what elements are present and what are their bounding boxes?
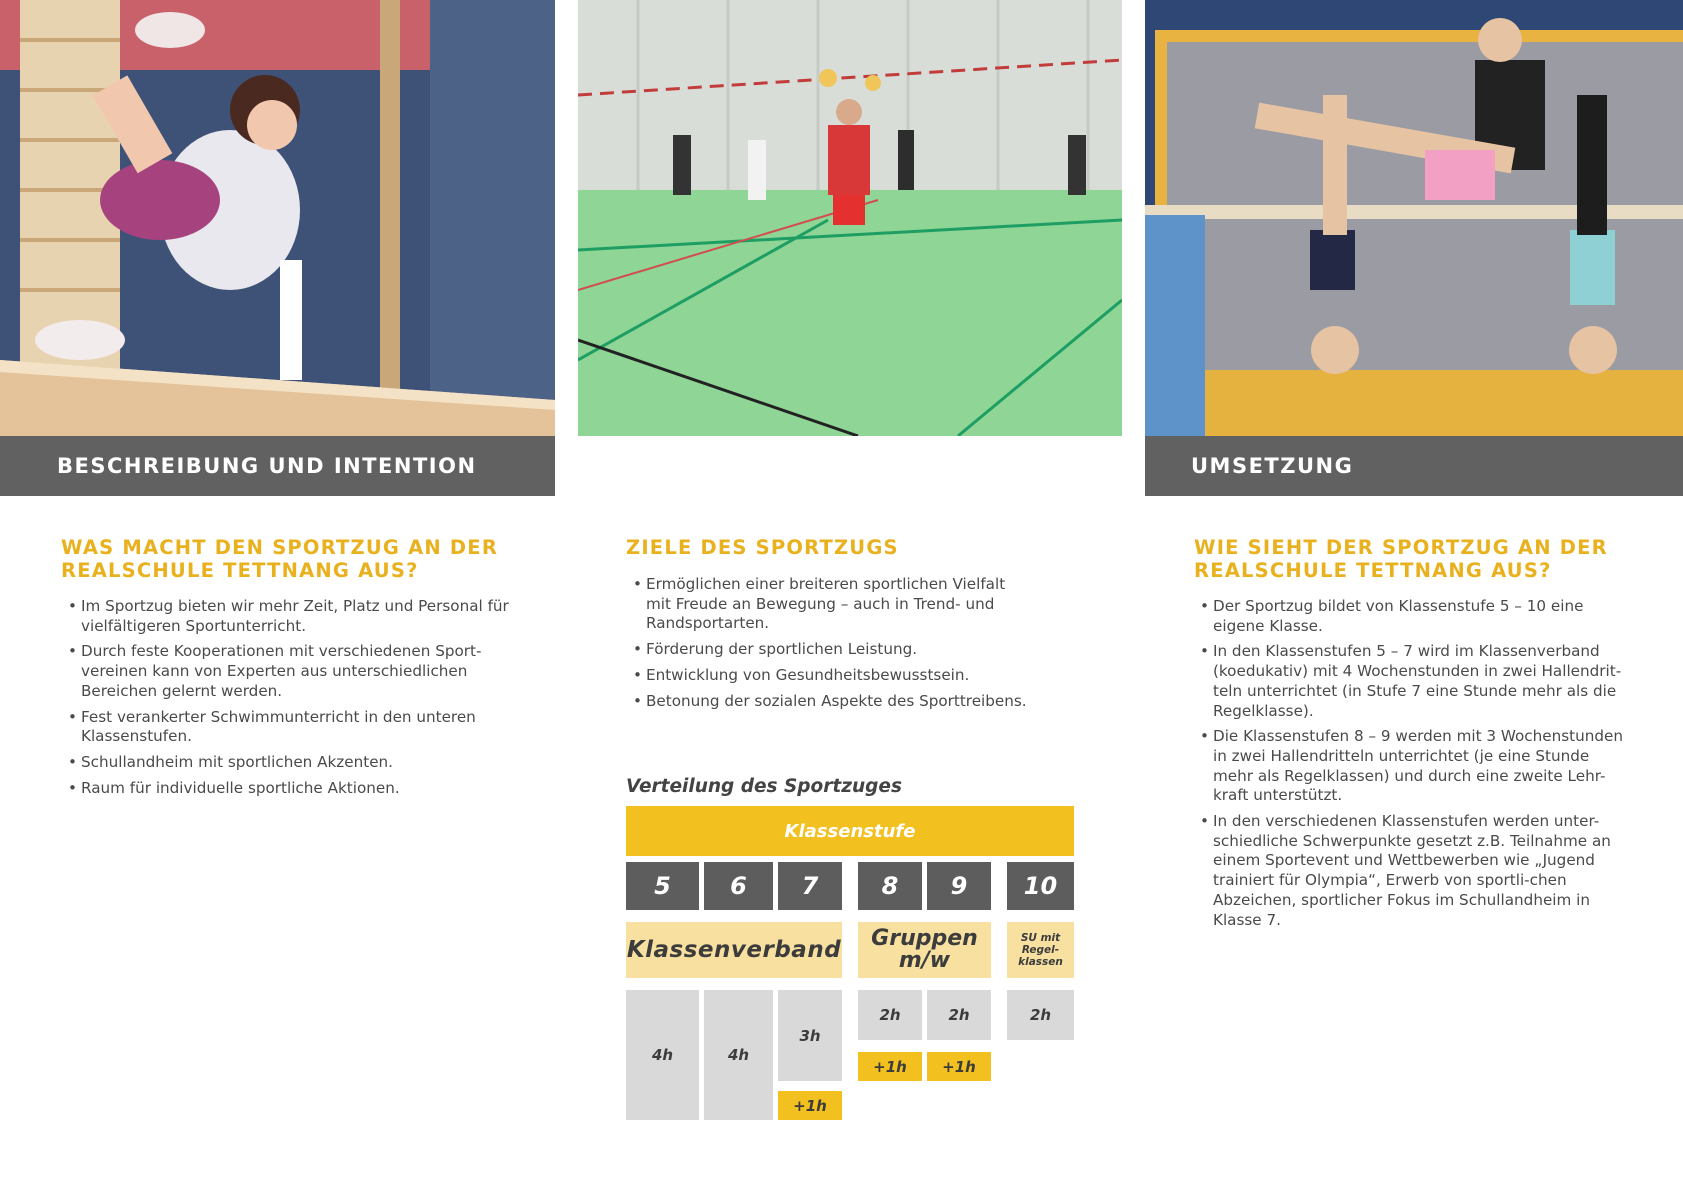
list-item: • In den Klassenstufen 5 – 7 wird im Klassenverband (koedukativ) mit 4 Wochenstunden in zwei Hallendrit-teln unterrichtet (in Stufe 7 eine Stunde mehr als die Regelklasse).	[1200, 642, 1630, 721]
band-right	[1145, 436, 1683, 496]
hours-grade-10: 2h	[1007, 990, 1074, 1040]
list-item: • Ermöglichen einer breiteren sportlichen Vielfalt mit Freude an Bewegung – auch in Trend- und Randsportarten.	[633, 575, 1028, 634]
band-left	[0, 436, 555, 496]
extra-hour-grade-7: +1h	[778, 1091, 842, 1120]
list-item: • Förderung der sportlichen Leistung.	[633, 640, 1028, 660]
group-su-line1: SU mit	[1020, 932, 1061, 944]
group-su-regelklassen	[1007, 922, 1074, 978]
list-item: • Betonung der sozialen Aspekte des Sporttreibens.	[633, 692, 1028, 712]
heading-middle: ZIELE DES SPORTZUGS	[626, 536, 899, 559]
group-klassenverband: Klassenverband	[626, 922, 842, 978]
grade-8: 8	[858, 862, 922, 910]
group-gruppen-mw	[858, 922, 991, 978]
grade-5: 5	[626, 862, 699, 910]
heading-left: WAS MACHT DEN SPORTZUG AN DER REALSCHULE TETTNANG AUS?	[61, 536, 499, 582]
band-title-umsetzung: UMSETZUNG	[1191, 454, 1354, 478]
grade-10: 10	[1007, 862, 1074, 910]
bullet-list-middle	[633, 575, 1028, 717]
list-item: • Durch feste Kooperationen mit verschiedenen Sport-vereinen kann von Experten aus unterschiedlichen Bereichen gelernt werden.	[68, 642, 523, 701]
list-item: • Raum für individuelle sportliche Aktionen.	[68, 779, 523, 799]
grade-9: 9	[927, 862, 991, 910]
list-item: • Der Sportzug bildet von Klassenstufe 5 – 10 eine eigene Klasse.	[1200, 597, 1630, 636]
group-gruppen-line2: m/w	[898, 948, 951, 973]
extra-hour-grade-8: +1h	[858, 1052, 922, 1081]
hours-grade-8: 2h	[858, 990, 922, 1040]
hours-grade-9: 2h	[927, 990, 991, 1040]
band-title-beschreibung: BESCHREIBUNG UND INTENTION	[57, 454, 477, 478]
bullet-list-right	[1200, 597, 1630, 936]
grade-6: 6	[704, 862, 773, 910]
heading-right: WIE SIEHT DER SPORTZUG AN DER REALSCHULE TETTNANG AUS?	[1194, 536, 1608, 582]
photo-parallel-bars	[1145, 0, 1683, 436]
photo-balance-beam-girl	[0, 0, 555, 436]
table-title: Verteilung des Sportzuges	[626, 776, 902, 797]
hours-grade-6: 4h	[704, 990, 773, 1120]
list-item: • Entwicklung von Gesundheitsbewusstsein.	[633, 666, 1028, 686]
hours-grade-7: 3h	[778, 990, 842, 1081]
group-gruppen-line1: Gruppen	[871, 926, 978, 951]
group-su-line3: klassen	[1018, 956, 1063, 968]
extra-hour-grade-9: +1h	[927, 1052, 991, 1081]
table-header-klassenstufe: Klassenstufe	[626, 806, 1074, 856]
list-item: • Schullandheim mit sportlichen Akzenten.	[68, 753, 523, 773]
list-item: • Fest verankerter Schwimmunterricht in den unteren Klassenstufen.	[68, 708, 523, 747]
group-su-line2: Regel-	[1021, 944, 1060, 956]
list-item: • In den verschiedenen Klassenstufen werden unter-schiedliche Schwerpunkte gesetzt z.B. Teilnahme an einem Sportevent und Wettbewerben wie „Jugend trainiert für Olympia“, Erwerb von sportli-chen Abzeichen, sportlicher Fokus im Schullandheim in Klasse 7.	[1200, 812, 1630, 930]
grade-7: 7	[778, 862, 842, 910]
list-item: • Die Klassenstufen 8 – 9 werden mit 3 Wochenstunden in zwei Hallendritteln unterrichtet (je eine Stunde mehr als Regelklassen) und durch eine zweite Lehr-kraft unterstützt.	[1200, 727, 1630, 806]
hours-grade-5: 4h	[626, 990, 699, 1120]
photo-volleyball-hall	[578, 0, 1122, 436]
bullet-list-left	[68, 597, 523, 804]
list-item: • Im Sportzug bieten wir mehr Zeit, Platz und Personal für vielfältigeren Sportunterricht.	[68, 597, 523, 636]
